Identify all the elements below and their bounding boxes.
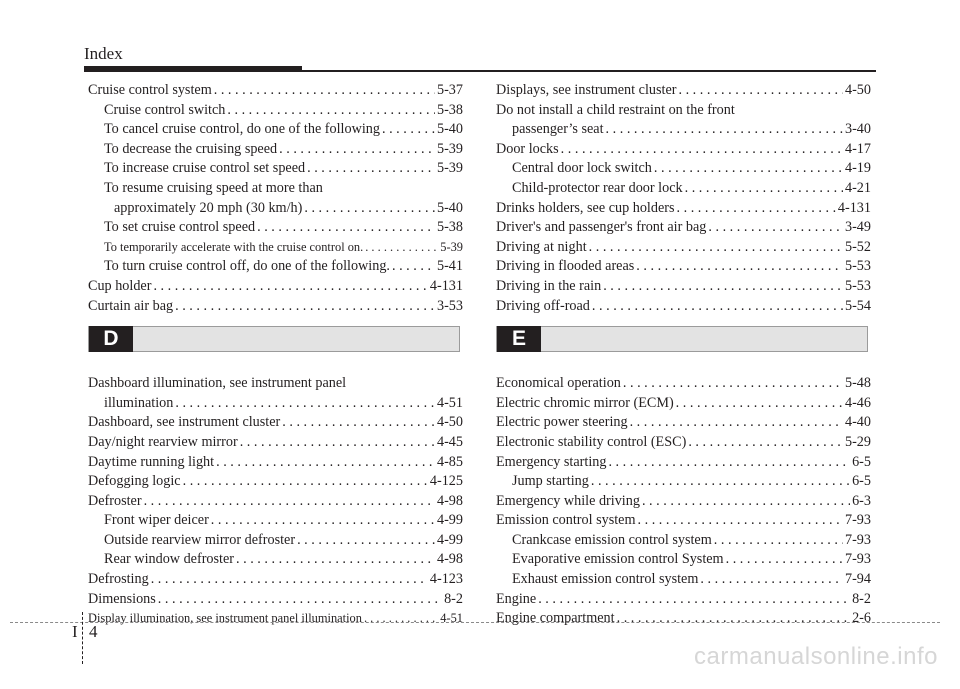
index-entry: [88, 590, 463, 610]
index-entry: [88, 609, 463, 629]
index-entry: [88, 550, 463, 570]
index-entry-text: Defrosting: [88, 571, 149, 588]
leader-dots: [638, 511, 843, 531]
leader-dots: [211, 511, 435, 531]
index-entry-page: 4-51: [440, 611, 463, 626]
index-entry: [496, 257, 871, 277]
index-entry-page: 4-21: [844, 179, 871, 196]
index-entry-text: Driving in flooded areas: [496, 258, 635, 275]
index-entry-page: 2-6: [852, 610, 871, 627]
index-entry-text: Evaporative emission control System: [512, 551, 724, 568]
index-entry-page: 7-93: [844, 512, 871, 529]
leader-dots: [392, 257, 435, 277]
index-entry-page: 4-123: [429, 571, 463, 588]
index-entry-text: Engine: [496, 590, 537, 607]
index-entry-text: Exhaust emission control system: [512, 571, 699, 588]
index-entry-page: 5-52: [844, 238, 871, 255]
index-entry-page: 5-29: [844, 433, 871, 450]
index-entry-page: 7-94: [844, 571, 871, 588]
index-entry: [88, 531, 463, 551]
index-entry-page: 7-93: [844, 531, 871, 548]
index-entry-text: Driving at night: [496, 238, 587, 255]
index-list-c: [88, 81, 463, 316]
index-entry-text: Engine compartment: [496, 610, 615, 627]
index-entry: [496, 511, 871, 531]
index-entry-page: 5-38: [436, 101, 463, 118]
index-entry-text: Jump starting: [512, 473, 589, 490]
index-entry-page: 8-2: [852, 590, 871, 607]
section-letter-e: E: [497, 326, 541, 352]
footer-page-number: 4: [89, 622, 98, 641]
index-entry-text: Economical operation: [496, 375, 621, 392]
index-entry-page: 8-2: [444, 590, 463, 607]
index-entry-page: 4-125: [429, 473, 463, 490]
index-list-d-continued: [496, 81, 871, 316]
index-entry: [496, 453, 871, 473]
index-entry-page: 3-40: [844, 121, 871, 138]
index-entry: [88, 297, 463, 317]
index-entry-page: 4-98: [436, 492, 463, 509]
index-entry-page: 6-3: [852, 492, 871, 509]
index-entry: [496, 472, 871, 492]
index-entry-text: Do not install a child restraint on the front: [496, 101, 735, 118]
index-entry-page: 4-50: [844, 82, 871, 98]
index-entry-text: Driving in the rain: [496, 277, 602, 294]
index-entry-text: Front wiper deicer: [104, 512, 209, 529]
index-entry: [88, 472, 463, 492]
index-entry-text: To temporarily accelerate with the cruise control on.: [104, 239, 364, 254]
index-entry: [496, 413, 871, 433]
index-entry-page: 3-49: [844, 219, 871, 236]
index-entry-page: 4-99: [436, 512, 463, 529]
leader-dots: [654, 159, 843, 179]
leader-dots: [183, 472, 428, 492]
index-entry-text: approximately 20 mph (30 km/h): [114, 199, 303, 216]
index-entry: [496, 433, 871, 453]
left-column: [88, 81, 463, 629]
footer-section: I: [72, 622, 78, 641]
index-entry-page: 6-5: [852, 473, 871, 490]
leader-dots: [257, 218, 435, 238]
index-entry-page: 5-38: [436, 219, 463, 236]
leader-dots: [227, 101, 435, 121]
index-entry: [496, 199, 871, 219]
index-entry-text: Daytime running light: [88, 453, 215, 470]
index-entry-text: Display illumination, see instrument panel illumination: [88, 611, 362, 626]
index-entry-text: Outside rearview mirror defroster: [104, 531, 296, 548]
index-entry-text: Rear window defroster: [104, 551, 235, 568]
index-entry-text: To decrease the cruising speed: [104, 140, 278, 157]
index-entry-page: 4-98: [436, 551, 463, 568]
index-entry-page: 4-45: [436, 433, 463, 450]
leader-dots: [700, 570, 843, 590]
index-entry-page: 5-40: [436, 121, 463, 138]
leader-dots: [214, 81, 435, 101]
leader-dots: [382, 120, 435, 140]
leader-dots: [714, 531, 843, 551]
index-entry-text: Dashboard, see instrument cluster: [88, 414, 281, 431]
index-entry: [88, 433, 463, 453]
leader-dots: [236, 550, 435, 570]
index-entry-text: Dashboard illumination, see instrument panel: [88, 375, 347, 392]
index-entry: [88, 453, 463, 473]
leader-dots: [158, 590, 442, 610]
index-entry-text: To set cruise control speed: [104, 219, 256, 236]
index-entry: [496, 394, 871, 414]
leader-dots: [153, 277, 427, 297]
index-entry: [88, 277, 463, 297]
index-entry-page: 5-41: [436, 258, 463, 275]
index-entry: [88, 199, 463, 219]
index-entry-text: Driving off-road: [496, 297, 590, 314]
index-entry-text: Cruise control switch: [104, 101, 226, 118]
index-entry: [88, 159, 463, 179]
index-entry-text: Driver's and passenger's front air bag: [496, 219, 707, 236]
leader-dots: [364, 609, 438, 629]
index-entry: [88, 394, 463, 414]
index-entry-text: Cup holder: [88, 277, 152, 294]
index-entry-text: To increase cruise control set speed: [104, 160, 306, 177]
leader-dots: [589, 238, 843, 258]
index-entry-page: 4-40: [844, 414, 871, 431]
index-entry-text: Defroster: [88, 492, 142, 509]
index-entry: [496, 140, 871, 160]
index-entry-text: Cruise control system: [88, 82, 212, 98]
index-entry-text: Door locks: [496, 140, 559, 157]
leader-dots: [592, 297, 843, 317]
index-entry: [88, 218, 463, 238]
index-entry: [88, 511, 463, 531]
index-entry-page: 7-93: [844, 551, 871, 568]
index-entry-page: 5-39: [436, 160, 463, 177]
index-entry-text: Drinks holders, see cup holders: [496, 199, 675, 216]
index-entry-page: 4-85: [436, 453, 463, 470]
index-entry-page: 5-40: [436, 199, 463, 216]
index-entry: [496, 531, 871, 551]
index-entry-page: 4-131: [837, 199, 871, 216]
index-entry-page: 5-54: [844, 297, 871, 314]
right-column: [496, 81, 871, 629]
index-entry-page: 5-53: [844, 277, 871, 294]
index-entry-page: 5-39: [436, 140, 463, 157]
index-entry-text: passenger’s seat: [512, 121, 604, 138]
index-entry-text: Defogging logic: [88, 473, 181, 490]
leader-dots: [676, 394, 843, 414]
index-entry: [496, 492, 871, 512]
watermark: carmanualsonline.info: [694, 643, 938, 670]
section-letter-d: D: [89, 326, 133, 352]
index-entry-text: Emission control system: [496, 512, 636, 529]
index-entry: [496, 609, 871, 629]
leader-dots: [307, 159, 435, 179]
index-entry-text: Curtain air bag: [88, 297, 174, 314]
section-banner-d: [88, 326, 460, 352]
leader-dots: [151, 570, 428, 590]
index-entry-page: 4-19: [844, 160, 871, 177]
index-entry-text: Central door lock switch: [512, 160, 652, 177]
index-entry: [88, 374, 463, 394]
leader-dots: [606, 120, 843, 140]
index-entry-text: To cancel cruise control, do one of the following: [104, 121, 380, 138]
index-entry-page: 4-46: [844, 394, 871, 411]
leader-dots: [617, 609, 850, 629]
header-rule: [302, 70, 876, 72]
leader-dots: [608, 453, 850, 473]
index-entry-page: 4-99: [436, 531, 463, 548]
leader-dots: [630, 413, 843, 433]
index-entry: [496, 277, 871, 297]
leader-dots: [708, 218, 843, 238]
index-entry: [496, 550, 871, 570]
leader-dots: [726, 550, 843, 570]
page-title: Index: [84, 44, 123, 63]
index-entry-page: 4-17: [844, 140, 871, 157]
footer-vertical-divider: [82, 612, 83, 664]
index-entry: [496, 120, 871, 140]
index-entry-page: 5-48: [844, 375, 871, 392]
index-entry: [496, 159, 871, 179]
index-entry-text: Crankcase emission control system: [512, 531, 712, 548]
index-entry-text: Displays, see instrument cluster: [496, 82, 677, 98]
leader-dots: [144, 492, 435, 512]
leader-dots: [677, 199, 836, 219]
index-entry: [496, 570, 871, 590]
leader-dots: [561, 140, 843, 160]
index-entry: [496, 590, 871, 610]
index-entry-text: illumination: [104, 394, 174, 411]
leader-dots: [688, 433, 843, 453]
leader-dots: [685, 179, 843, 199]
index-entry-page: 5-37: [436, 82, 463, 98]
index-entry-text: To resume cruising speed at more than: [104, 179, 323, 196]
leader-dots: [603, 277, 843, 297]
index-entry: [88, 101, 463, 121]
index-entry-text: Electric chromic mirror (ECM): [496, 394, 674, 411]
leader-dots: [365, 238, 438, 258]
index-entry-page: 4-131: [429, 277, 463, 294]
index-entry: [88, 120, 463, 140]
index-entry: [88, 140, 463, 160]
index-entry-page: 4-50: [436, 414, 463, 431]
index-entry: [496, 374, 871, 394]
index-entry: [496, 297, 871, 317]
index-entry: [496, 238, 871, 258]
index-entry-text: To turn cruise control off, do one of the following.: [104, 258, 390, 275]
index-entry: [88, 570, 463, 590]
leader-dots: [175, 297, 435, 317]
index-entry-page: 5-39: [440, 239, 463, 254]
footer-divider: [10, 622, 940, 623]
index-list-d: [88, 374, 463, 629]
index-entry: [496, 101, 871, 121]
index-entry: [88, 492, 463, 512]
leader-dots: [216, 453, 435, 473]
index-entry-page: 4-51: [436, 394, 463, 411]
leader-dots: [279, 140, 435, 160]
index-entry: [88, 179, 463, 199]
leader-dots: [175, 394, 435, 414]
leader-dots: [642, 492, 850, 512]
leader-dots: [636, 257, 843, 277]
index-entry: [496, 179, 871, 199]
leader-dots: [678, 81, 843, 101]
index-entry-text: Emergency starting: [496, 453, 607, 470]
index-entry-text: Electric power steering: [496, 414, 628, 431]
index-entry: [88, 238, 463, 258]
index-entry-text: Emergency while driving: [496, 492, 640, 509]
index-entry: [88, 257, 463, 277]
leader-dots: [591, 472, 850, 492]
index-entry-text: Dimensions: [88, 590, 156, 607]
index-entry: [88, 81, 463, 101]
header-bar: [84, 66, 302, 72]
index-entry-text: Child-protector rear door lock: [512, 179, 683, 196]
leader-dots: [240, 433, 435, 453]
leader-dots: [623, 374, 843, 394]
leader-dots: [297, 531, 435, 551]
index-entry-page: 3-53: [436, 297, 463, 314]
index-list-e: [496, 374, 871, 629]
index-entry-text: Electronic stability control (ESC): [496, 433, 687, 450]
index-entry-text: Day/night rearview mirror: [88, 433, 238, 450]
index-entry: [88, 413, 463, 433]
leader-dots: [282, 413, 435, 433]
index-entry: [496, 81, 871, 101]
index-entry-page: 5-53: [844, 258, 871, 275]
index-entry: [496, 218, 871, 238]
section-banner-e: [496, 326, 868, 352]
index-entry-page: 6-5: [852, 453, 871, 470]
leader-dots: [538, 590, 850, 610]
leader-dots: [304, 199, 435, 219]
